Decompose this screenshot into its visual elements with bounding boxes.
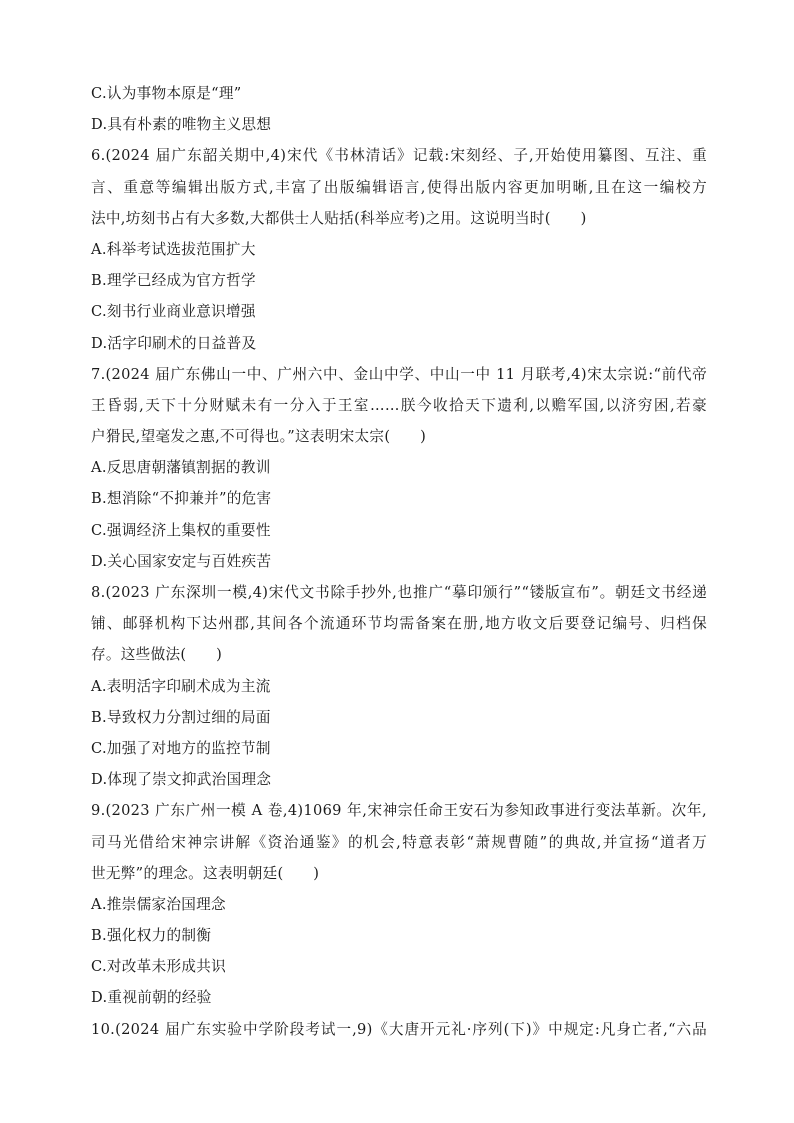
- question-text-line: 王昏弱,天下十分财赋未有一分入于王室……朕今收拾天下遗利,以赡军国,以济穷困,若豪: [91, 396, 707, 414]
- answer-option: A.科举考试选拔范围扩大: [91, 240, 256, 258]
- answer-option: C.认为事物本原是“理”: [91, 85, 242, 102]
- question-text-line: 铺、邮驿机构下达州郡,其间各个流通环节均需备案在册,地方收文后要登记编号、归档保: [91, 615, 707, 633]
- answer-option: D.关心国家安定与百姓疾苦: [91, 552, 272, 570]
- question-text-line: 8.(2023 广东深圳一模,4)宋代文书除手抄外,也推广“摹印颁行”“镂版宣布”。朝廷文书经递: [91, 584, 707, 601]
- answer-option: C.加强了对地方的监控节制: [91, 739, 271, 757]
- answer-option: B.理学已经成为官方哲学: [91, 272, 256, 290]
- question-text-line: 7.(2024 届广东佛山一中、广州六中、金山中学、中山一中 11 月联考,4)宋太宗说:“前代帝: [91, 365, 707, 383]
- answer-option: D.重视前朝的经验: [91, 989, 212, 1007]
- answer-option: A.推崇儒家治国理念: [91, 895, 226, 913]
- question-text-line: 司马光借给宋神宗讲解《资治通鉴》的机会,特意表彰“萧规曹随”的典故,并宣扬“道者万: [91, 833, 707, 851]
- answer-option: A.反思唐朝藩镇割据的教训: [91, 459, 271, 477]
- answer-option: B.导致权力分割过细的局面: [91, 708, 271, 726]
- answer-option: B.想消除“不抑兼并”的危害: [91, 490, 272, 508]
- question-text-line: 言、重意等编辑出版方式,丰富了出版编辑语言,使得出版内容更加明晰,且在这一编校方: [91, 178, 707, 196]
- question-text-line: 户猾民,望毫发之惠,不可得也。”这表明宋太宗( ): [91, 428, 427, 446]
- document-page: [91, 78, 707, 1045]
- answer-option: C.强调经济上集权的重要性: [91, 521, 271, 539]
- answer-option: C.对改革未形成共识: [91, 958, 227, 976]
- question-text-line: 世无弊”的理念。这表明朝廷( ): [91, 864, 320, 882]
- answer-option: C.刻书行业商业意识增强: [91, 303, 256, 321]
- question-text-line: 10.(2024 届广东实验中学阶段考试一,9)《大唐开元礼·序列(下)》中规定:凡身亡者,“六品: [91, 1020, 707, 1038]
- question-text-line: 9.(2023 广东广州一模 A 卷,4)1069 年,宋神宗任命王安石为参知政事进行变法革新。次年,: [91, 802, 707, 820]
- answer-option: D.具有朴素的唯物主义思想: [91, 116, 272, 134]
- answer-option: D.活字印刷术的日益普及: [91, 334, 257, 352]
- question-text-line: 存。这些做法( ): [91, 646, 223, 664]
- answer-option: A.表明活字印刷术成为主流: [91, 677, 271, 695]
- question-text-line: 6.(2024 届广东韶关期中,4)宋代《书林清话》记载:宋刻经、子,开始使用纂图、互注、重: [91, 147, 707, 165]
- question-text-line: 法中,坊刻书占有大多数,大都供士人贴括(科举应考)之用。这说明当时( ): [91, 209, 587, 227]
- answer-option: D.体现了崇文抑武治国理念: [91, 771, 272, 789]
- answer-option: B.强化权力的制衡: [91, 927, 212, 945]
